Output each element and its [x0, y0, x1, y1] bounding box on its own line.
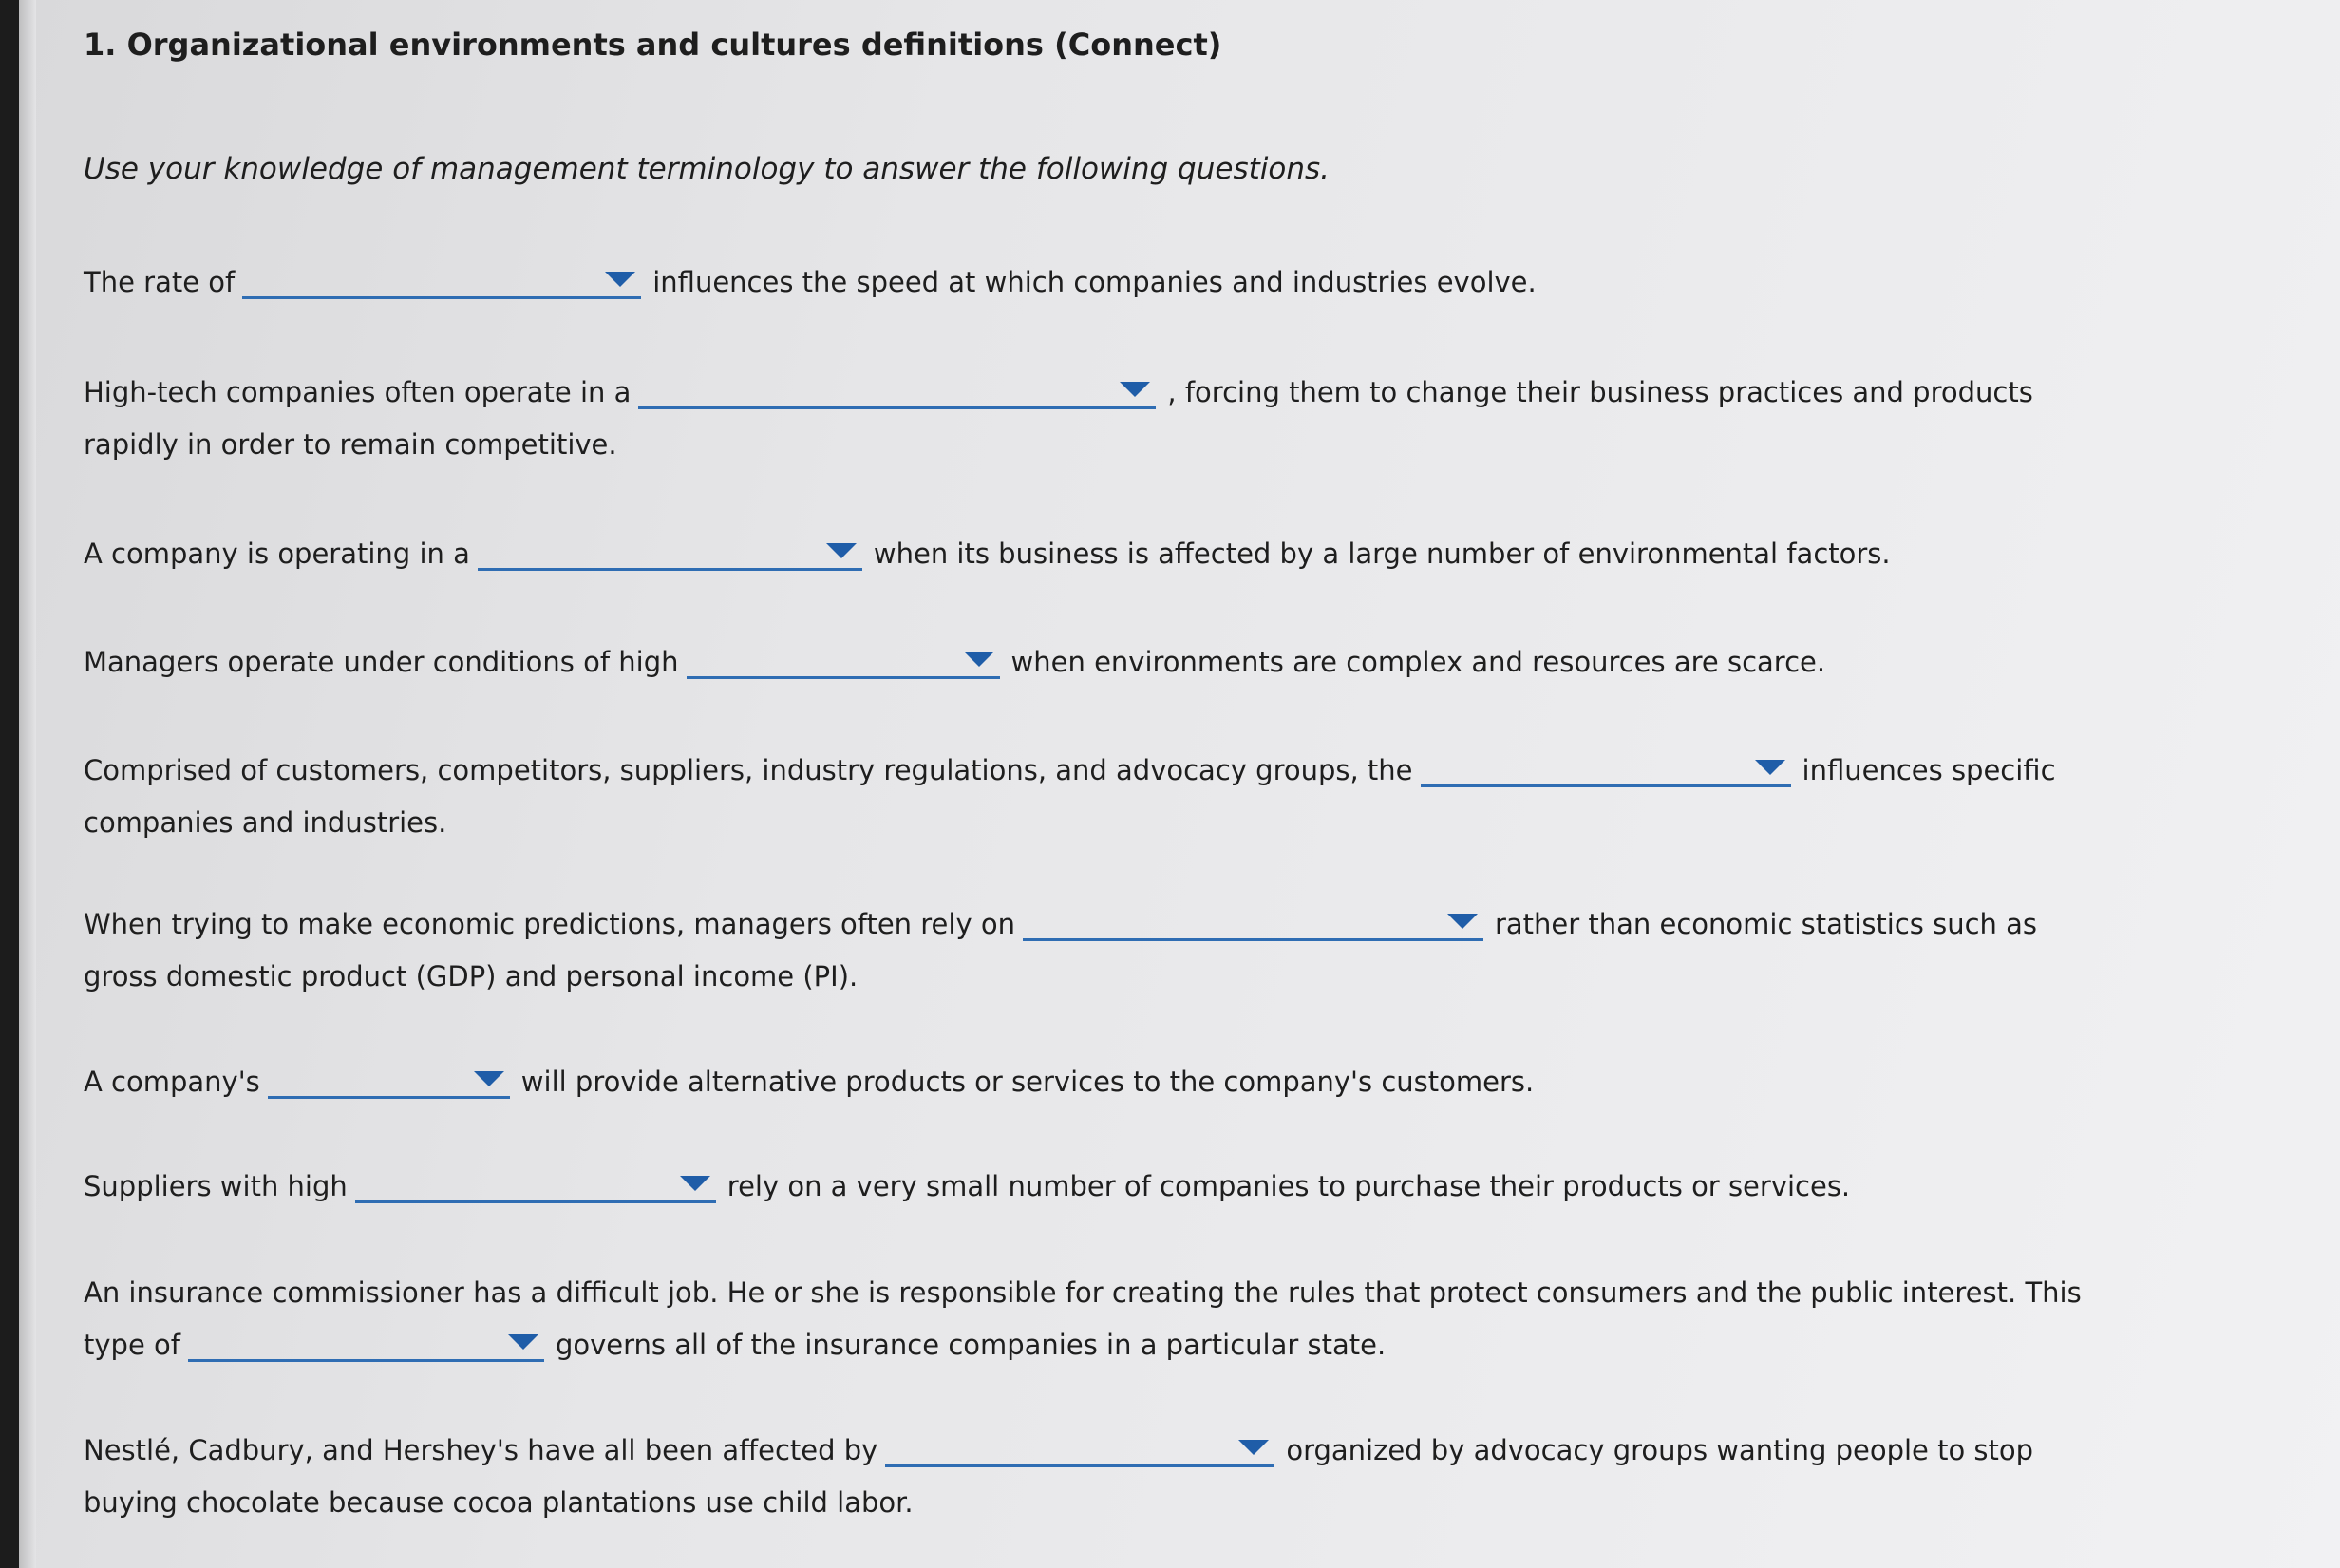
caret-down-icon [680, 1176, 710, 1191]
question-8 [84, 1161, 2116, 1213]
question-6 [84, 898, 2116, 1003]
caret-down-icon [508, 1334, 538, 1350]
question-text-after: will provide alternative products or services to the company's customers. [520, 1066, 1535, 1098]
question-text-after: , forcing them to change their business practices and products rapidly in order to remain competitive. [84, 376, 2033, 461]
question-text-after: when its business is affected by a large number of environmental factors. [873, 538, 1891, 570]
question-text-after: influences the speed at which companies and industries evolve. [652, 266, 1537, 298]
answer-dropdown-4[interactable] [687, 638, 1000, 679]
answer-dropdown-3[interactable] [478, 530, 862, 571]
caret-down-icon [1238, 1440, 1269, 1455]
question-text-before: The rate of [84, 266, 236, 298]
question-text-before: Comprised of customers, competitors, suppliers, industry regulations, and advocacy groups, the [84, 754, 1413, 786]
question-2 [84, 367, 2116, 471]
question-1 [84, 256, 2116, 309]
caret-down-icon [1755, 760, 1785, 775]
answer-dropdown-6[interactable] [1023, 900, 1483, 941]
question-text-after: when environments are complex and resources are scarce. [1010, 646, 1826, 678]
question-4 [84, 636, 2116, 689]
question-text-before: When trying to make economic predictions, managers often rely on [84, 908, 1015, 940]
question-text-before: Suppliers with high [84, 1170, 348, 1202]
answer-dropdown-10[interactable] [885, 1426, 1274, 1467]
answer-dropdown-1[interactable] [242, 258, 641, 299]
question-10 [84, 1425, 2116, 1529]
question-5 [84, 745, 2116, 849]
caret-down-icon [964, 652, 994, 667]
caret-down-icon [474, 1071, 504, 1086]
bezel-shadow [19, 0, 36, 1568]
question-text-before: An insurance commissioner has a difficult job. He or she is responsible for creating the rules that protect consumers and the public interest. This type of [84, 1276, 2082, 1361]
answer-dropdown-5[interactable] [1421, 746, 1791, 787]
question-text-before: High-tech companies often operate in a [84, 376, 632, 408]
question-9 [84, 1267, 2116, 1371]
question-text-before: Nestlé, Cadbury, and Hershey's have all been affected by [84, 1434, 878, 1466]
question-text-after: influences specific companies and industries. [84, 754, 2056, 839]
question-3 [84, 528, 2116, 580]
question-text-after: rely on a very small number of companies to purchase their products or services. [727, 1170, 1851, 1202]
answer-dropdown-7[interactable] [268, 1058, 510, 1099]
caret-down-icon [1120, 382, 1150, 397]
instructions-text: Use your knowledge of management terminology to answer the following questions. [84, 152, 1330, 186]
question-text-before: A company's [84, 1066, 260, 1098]
question-text-after: rather than economic statistics such as gross domestic product (GDP) and personal income (PI). [84, 908, 2038, 992]
question-7 [84, 1056, 2116, 1108]
answer-dropdown-9[interactable] [188, 1321, 544, 1362]
question-text-after: organized by advocacy groups wanting people to stop buying chocolate because cocoa plantations use child labor. [84, 1434, 2034, 1519]
question-title: 1. Organizational environments and cultures definitions (Connect) [84, 27, 1222, 63]
question-text-before: Managers operate under conditions of high [84, 646, 679, 678]
screen-bezel [0, 0, 19, 1568]
caret-down-icon [1447, 914, 1478, 929]
question-text-before: A company is operating in a [84, 538, 470, 570]
answer-dropdown-2[interactable] [638, 368, 1156, 409]
caret-down-icon [826, 543, 857, 558]
answer-dropdown-8[interactable] [355, 1162, 716, 1203]
question-text-after: governs all of the insurance companies in a particular state. [555, 1329, 1387, 1361]
caret-down-icon [605, 272, 635, 287]
